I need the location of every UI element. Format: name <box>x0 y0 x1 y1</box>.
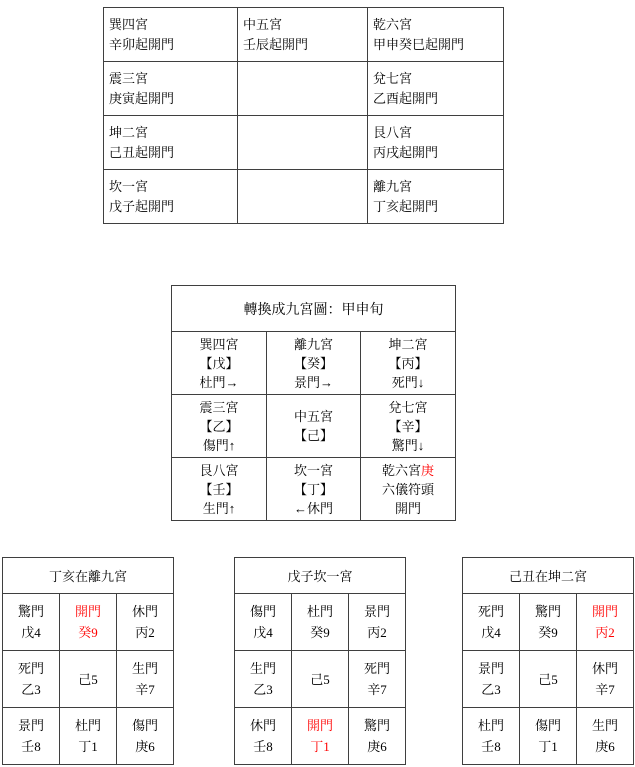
sub-chart-wuzi <box>234 557 406 765</box>
grid-cell <box>292 651 349 708</box>
stem-number-label: 辛7 <box>367 682 387 697</box>
door-label: 生門 <box>131 661 158 676</box>
table-row <box>104 8 504 62</box>
grid-cell <box>235 594 292 651</box>
grid-cell <box>349 594 406 651</box>
stem-label: 【壬】 <box>199 481 239 497</box>
stem-label: 【丙】 <box>388 355 428 371</box>
start-door-label: 辛卯起開門 <box>109 36 175 52</box>
grid-cell <box>292 708 349 765</box>
grid-cell <box>104 62 238 116</box>
door-label: 驚門 <box>364 718 391 733</box>
palace-name: 艮八宮 <box>199 462 239 478</box>
table-row <box>463 708 634 765</box>
door-label: 景門 <box>17 718 44 733</box>
door-label: 生門 <box>591 718 618 733</box>
grid-cell <box>361 458 456 521</box>
stem-number-label: 庚6 <box>367 739 387 754</box>
stem-number-label: 壬8 <box>253 739 273 754</box>
door-label: 驚門 <box>17 604 44 619</box>
grid-cell <box>3 594 60 651</box>
grid-cell <box>3 651 60 708</box>
grid-cell <box>267 395 361 458</box>
grid-cell <box>235 708 292 765</box>
stem-number-label: 丙2 <box>135 625 155 640</box>
grid-cell <box>349 708 406 765</box>
grid-cell <box>3 708 60 765</box>
grid-cell <box>577 594 634 651</box>
grid-cell <box>172 458 267 521</box>
start-door-label: 庚寅起開門 <box>109 90 175 106</box>
palace-name: 震三宮 <box>109 70 149 86</box>
stem-label: 【丁】 <box>293 481 333 497</box>
door-label: 開門 <box>591 604 618 619</box>
grid-cell <box>368 170 504 224</box>
palace-name: 坤二宮 <box>109 124 149 140</box>
stem-number-label: 庚6 <box>595 739 615 754</box>
door-label: 生門↑ <box>202 500 236 516</box>
grid-cell <box>117 651 174 708</box>
grid-cell <box>267 332 361 395</box>
stem-label: 【癸】 <box>293 355 333 371</box>
door-label: 杜門 <box>306 604 333 619</box>
grid-cell <box>117 594 174 651</box>
door-label: 景門 <box>364 604 391 619</box>
door-label: ←休門 <box>293 500 333 516</box>
table-row <box>172 458 456 521</box>
grid-cell <box>238 8 368 62</box>
start-door-label: 戊子起開門 <box>109 198 175 214</box>
stem-number-label: 戊4 <box>481 625 501 640</box>
grid-cell <box>463 651 520 708</box>
door-label: 杜門 <box>477 718 504 733</box>
door-label: 死門 <box>364 661 391 676</box>
note-label: 六儀符頭 <box>382 481 435 497</box>
grid-cell <box>368 62 504 116</box>
stem-number-label: 壬8 <box>21 739 41 754</box>
palace-name: 中五宮 <box>293 409 333 424</box>
empty-cell <box>238 170 368 224</box>
door-label: 休門 <box>249 718 276 733</box>
stem-number-label: 乙3 <box>21 682 41 697</box>
table-row <box>235 708 406 765</box>
grid-cell <box>361 395 456 458</box>
table-row <box>463 651 634 708</box>
palace-name: 兌七宮 <box>373 70 413 86</box>
stem-number-label: 戊4 <box>253 625 273 640</box>
grid-cell <box>292 594 349 651</box>
table-row <box>235 651 406 708</box>
stem-number-label: 癸9 <box>538 625 558 640</box>
grid-cell <box>368 8 504 62</box>
door-label: 驚門 <box>534 604 561 619</box>
grid-cell <box>520 651 577 708</box>
table-row <box>104 170 504 224</box>
sub-chart-title: 丁亥在離九宮 <box>3 558 174 594</box>
table-row <box>172 395 456 458</box>
door-label: 杜門 <box>74 718 101 733</box>
grid-cell <box>463 594 520 651</box>
start-door-label: 甲申癸巳起開門 <box>373 36 465 52</box>
stem-number-label: 辛7 <box>135 682 155 697</box>
palace-start-door-table <box>103 7 504 224</box>
door-label: 生門 <box>249 661 276 676</box>
palace-name: 震三宮 <box>199 399 239 415</box>
palace-name: 坎一宮 <box>293 462 333 478</box>
stem-number-label: 乙3 <box>253 682 273 697</box>
start-door-label: 丙戌起開門 <box>373 144 439 160</box>
table-row <box>3 708 174 765</box>
nine-palace-chart-title: 轉換成九宮圖：甲申旬 <box>172 286 456 332</box>
stem-label: 【己】 <box>293 428 333 443</box>
grid-cell <box>104 170 238 224</box>
grid-cell <box>60 708 117 765</box>
stem-number-label: 己5 <box>78 671 98 687</box>
table-row <box>104 62 504 116</box>
stem-number-label: 壬8 <box>481 739 501 754</box>
door-label: 傷門 <box>131 718 158 733</box>
table-row <box>172 332 456 395</box>
stem-number-label: 己5 <box>538 671 558 687</box>
door-label: 景門→ <box>293 374 333 390</box>
palace-name: 離九宮 <box>293 336 333 352</box>
table-row <box>3 651 174 708</box>
door-label: 杜門→ <box>199 374 239 390</box>
grid-cell <box>520 708 577 765</box>
palace-name: 兌七宮 <box>388 399 428 415</box>
door-label: 休門 <box>591 661 618 676</box>
door-label: 死門 <box>477 604 504 619</box>
table-row <box>235 558 406 594</box>
start-door-label: 乙酉起開門 <box>373 90 439 106</box>
stem-label: 【乙】 <box>199 418 239 434</box>
stem-number-label: 丁1 <box>538 739 558 754</box>
start-door-label: 己丑起開門 <box>109 144 175 160</box>
sub-chart-title: 己丑在坤二宮 <box>463 558 634 594</box>
grid-cell <box>577 651 634 708</box>
palace-name: 艮八宮 <box>373 124 413 140</box>
table-row <box>3 558 174 594</box>
stem-number-label: 丁1 <box>310 739 330 754</box>
grid-cell <box>349 651 406 708</box>
stem-number-label: 辛7 <box>595 682 615 697</box>
grid-cell <box>235 651 292 708</box>
stem-label: 【戊】 <box>199 355 239 371</box>
start-door-label: 壬辰起開門 <box>243 36 309 52</box>
table-row <box>463 558 634 594</box>
grid-cell <box>267 458 361 521</box>
grid-cell <box>104 8 238 62</box>
stem-number-label: 乙3 <box>481 682 501 697</box>
grid-cell <box>361 332 456 395</box>
grid-cell <box>577 708 634 765</box>
nine-palace-chart <box>171 285 456 521</box>
palace-name: 中五宮 <box>243 16 283 32</box>
door-label: 驚門↓ <box>391 437 425 453</box>
stem-number-label: 丙2 <box>595 625 615 640</box>
grid-cell <box>104 116 238 170</box>
sub-chart-title: 戊子坎一宮 <box>235 558 406 594</box>
door-label: 傷門↑ <box>202 437 236 453</box>
empty-cell <box>238 116 368 170</box>
grid-cell <box>60 594 117 651</box>
door-label: 死門↓ <box>391 374 425 390</box>
door-label: 景門 <box>477 661 504 676</box>
table-row <box>172 286 456 332</box>
door-label: 傷門 <box>534 718 561 733</box>
stem-number-label: 戊4 <box>21 625 41 640</box>
stem-number-label: 己5 <box>310 671 330 687</box>
table-row <box>463 594 634 651</box>
door-label: 開門 <box>74 604 101 619</box>
palace-name: 巽四宮 <box>109 16 149 32</box>
door-label: 死門 <box>17 661 44 676</box>
grid-cell <box>463 708 520 765</box>
palace-name-text: 乾六宮 <box>381 462 421 478</box>
palace-name: 坎一宮 <box>109 178 149 194</box>
sub-chart-dinghai <box>2 557 174 765</box>
palace-name <box>363 461 453 480</box>
door-label: 開門 <box>306 718 333 733</box>
table-row <box>3 594 174 651</box>
grid-cell <box>60 651 117 708</box>
stem-number-label: 丁1 <box>78 739 98 754</box>
stem-red-text: 庚 <box>421 462 435 478</box>
grid-cell <box>368 116 504 170</box>
door-label: 休門 <box>131 604 158 619</box>
door-label: 開門 <box>395 500 422 516</box>
door-label: 傷門 <box>249 604 276 619</box>
stem-number-label: 癸9 <box>78 625 98 640</box>
sub-chart-jichou <box>462 557 634 765</box>
table-row <box>235 594 406 651</box>
table-row <box>104 116 504 170</box>
empty-cell <box>238 62 368 116</box>
grid-cell <box>520 594 577 651</box>
stem-label: 【辛】 <box>388 418 428 434</box>
grid-cell <box>172 332 267 395</box>
palace-name: 巽四宮 <box>199 336 239 352</box>
palace-name: 坤二宮 <box>388 336 428 352</box>
stem-number-label: 庚6 <box>135 739 155 754</box>
grid-cell <box>117 708 174 765</box>
stem-number-label: 丙2 <box>367 625 387 640</box>
palace-name: 乾六宮 <box>373 16 413 32</box>
start-door-label: 丁亥起開門 <box>373 198 439 214</box>
stem-number-label: 癸9 <box>310 625 330 640</box>
grid-cell <box>172 395 267 458</box>
palace-name: 離九宮 <box>373 178 413 194</box>
